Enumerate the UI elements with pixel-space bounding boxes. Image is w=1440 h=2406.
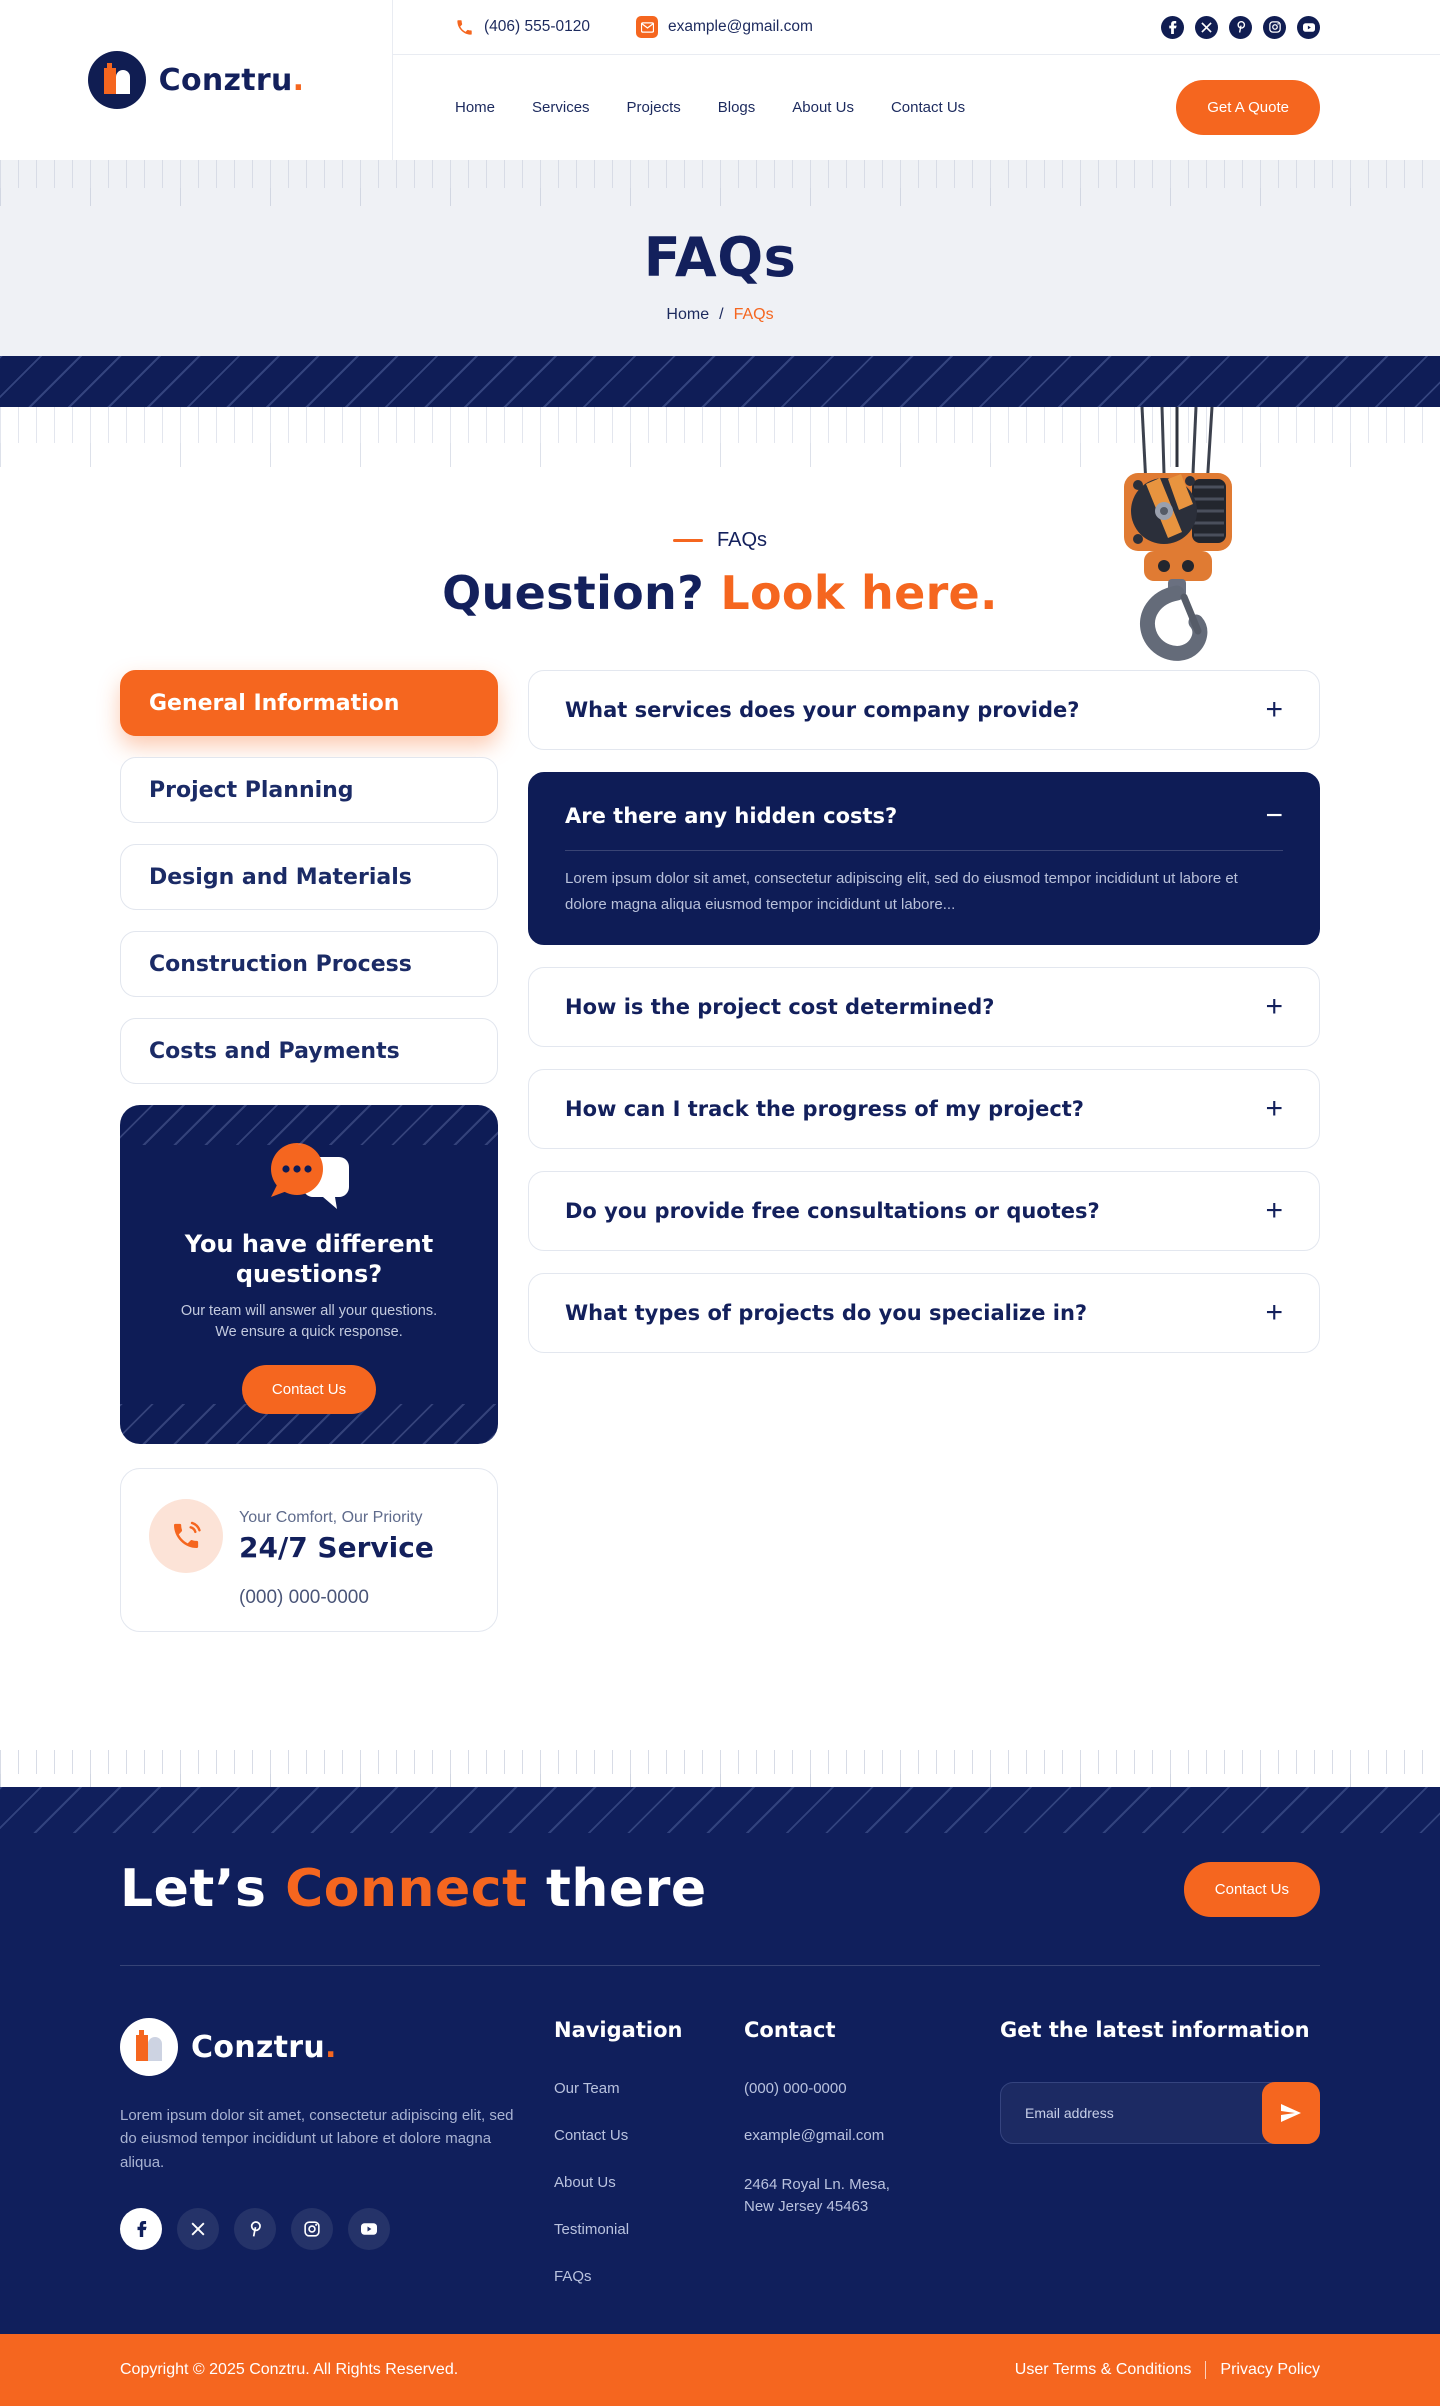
privacy-link[interactable]: Privacy Policy [1220,2361,1320,2378]
header-phone[interactable] [455,18,590,37]
footer [0,1787,1440,2334]
phone-number: (406) 555-0120 [484,18,590,35]
nav-services[interactable]: Services [532,99,590,116]
pinterest-icon[interactable] [1229,16,1252,39]
service-phone-number[interactable]: (000) 000-0000 [239,1587,369,1608]
youtube-icon[interactable] [1297,16,1320,39]
header [0,0,1440,160]
tagline-dash [673,539,703,542]
faq-item[interactable] [528,1171,1320,1251]
questions-help-card [120,1105,498,1444]
category-costs-and-payments[interactable]: Costs and Payments [120,1018,498,1084]
x-icon[interactable] [177,2208,219,2250]
get-a-quote-button[interactable]: Get A Quote [1176,80,1320,135]
youtube-icon[interactable] [348,2208,390,2250]
footer-socials [120,2208,514,2250]
footer-navigation-title: Navigation [554,2018,683,2042]
faq-accordion [528,670,1320,1632]
x-icon[interactable] [1195,16,1218,39]
faq-item[interactable] [528,1069,1320,1149]
service-title: 24/7 Service [239,1530,434,1564]
footer-email[interactable]: example@gmail.com [744,2127,885,2144]
service-tagline: Your Comfort, Our Priority [239,1508,423,1526]
instagram-icon[interactable] [1263,16,1286,39]
help-card-text: Our team will answer all your questions. We ensure a quick response. [180,1303,438,1341]
pinterest-icon[interactable] [234,2208,276,2250]
category-design-and-materials[interactable]: Design and Materials [120,844,498,910]
facebook-icon[interactable] [1161,16,1184,39]
faq-answer: Lorem ipsum dolor sit amet, consectetur adipiscing elit, sed do eiusmod tempor incididunt ut labore et dolore magna aliqua eiusmod tempor incididunt ut labore... [565,870,1238,913]
footer-link-faqs[interactable]: FAQs [554,2268,592,2285]
help-contact-us-button[interactable]: Contact Us [242,1365,376,1414]
faq-item[interactable] [528,670,1320,750]
ruler-ticks-decoration [0,160,1440,206]
page-title: FAQs [643,226,797,289]
faq-question: What services does your company provide? [565,698,1080,722]
footer-logo[interactable] [120,2018,514,2076]
footer-phone[interactable]: (000) 000-0000 [744,2080,847,2097]
service-24-7-card [120,1468,498,1632]
nav-projects[interactable]: Projects [626,99,681,116]
main-nav [393,55,1440,160]
footer-contact-column [744,2018,1000,2315]
footer-divider [120,1965,1320,1966]
phone-service-icon [149,1499,223,1573]
faq-divider [565,850,1283,851]
email-address: example@gmail.com [668,18,813,35]
breadcrumb-home[interactable]: Home [666,306,710,323]
minus-icon[interactable]: − [1265,799,1283,832]
email-icon [636,16,658,38]
category-general-information[interactable]: General Information [120,670,498,736]
breadcrumb-separator: / [719,306,724,323]
brand-name: Conztru. [191,2029,337,2065]
faq-item[interactable] [528,967,1320,1047]
footer-link-about-us[interactable]: About Us [554,2174,616,2191]
footer-newsletter-column [1000,2018,1320,2315]
faq-question: Are there any hidden costs? [565,804,898,828]
copyright-text: Copyright © 2025 Conztru. All Rights Reserved. [120,2361,459,2378]
faq-question: How can I track the progress of my project? [565,1096,1084,1121]
footer-connect-heading: Let’s Connect there [120,1859,707,1919]
footer-link-testimonial[interactable]: Testimonial [554,2221,630,2238]
logo[interactable] [88,51,305,109]
brand-name: Conztru. [158,62,305,98]
header-email[interactable] [636,16,813,38]
help-card-title: You have different questions? [184,1230,434,1288]
category-construction-process[interactable]: Construction Process [120,931,498,997]
faq-main-section [0,407,1440,1750]
footer-contact-us-button[interactable]: Contact Us [1184,1862,1320,1917]
nav-contact-us[interactable]: Contact Us [890,99,966,116]
top-contact-bar [393,0,1440,55]
footer-bottom-bar [0,2334,1440,2406]
conztru-logo-icon [120,2018,178,2076]
terms-link[interactable]: User Terms & Conditions [1014,2361,1192,2378]
footer-link-contact-us[interactable]: Contact Us [554,2127,629,2144]
faq-question: What types of projects do you specialize in? [565,1300,1088,1325]
nav-home[interactable]: Home [455,99,496,116]
breadcrumb-current: FAQs [733,306,774,323]
header-socials [1161,16,1320,39]
legal-separator [1205,2361,1206,2379]
chat-bubbles-icon [261,1135,357,1217]
facebook-icon[interactable] [120,2208,162,2250]
logo-area [0,0,393,160]
plus-icon[interactable]: + [1265,1193,1283,1227]
page-hero [0,160,1440,356]
footer-navigation-column [554,2018,744,2315]
breadcrumb [666,306,773,324]
nav-about-us[interactable]: About Us [792,99,854,116]
faq-item[interactable] [528,1273,1320,1353]
plus-icon[interactable]: + [1265,1295,1283,1329]
paper-plane-icon [1281,2104,1301,2122]
newsletter-title: Get the latest information [1000,2018,1310,2042]
instagram-icon[interactable] [291,2208,333,2250]
plus-icon[interactable]: + [1265,693,1283,726]
phone-icon [455,18,474,37]
nav-blogs[interactable]: Blogs [717,99,756,116]
ruler-ticks-decoration [0,1750,1440,1787]
footer-address: 2464 Royal Ln. Mesa, New Jersey 45463 [744,2176,890,2215]
footer-brand-column [120,2018,554,2315]
plus-icon[interactable]: + [1265,1091,1283,1125]
subscribe-send-button[interactable] [1262,2082,1320,2144]
section-heading: Question? Look here. [442,566,998,620]
footer-link-our-team[interactable]: Our Team [554,2080,620,2097]
faq-question: How is the project cost determined? [565,994,995,1019]
striped-divider-band [0,356,1440,407]
category-project-planning[interactable]: Project Planning [120,757,498,823]
footer-contact-title: Contact [744,2018,836,2042]
faq-categories-sidebar [120,670,498,1632]
conztru-logo-icon [88,51,146,109]
section-tagline: FAQs [673,529,767,552]
faq-question: Do you provide free consultations or quotes? [565,1198,1100,1223]
plus-icon[interactable]: + [1265,989,1283,1023]
faq-item-expanded[interactable] [528,772,1320,945]
footer-about-text: Lorem ipsum dolor sit amet, consectetur adipiscing elit, sed do eiusmod tempor incididunt ut labore et dolore magna aliqua. [120,2107,514,2171]
